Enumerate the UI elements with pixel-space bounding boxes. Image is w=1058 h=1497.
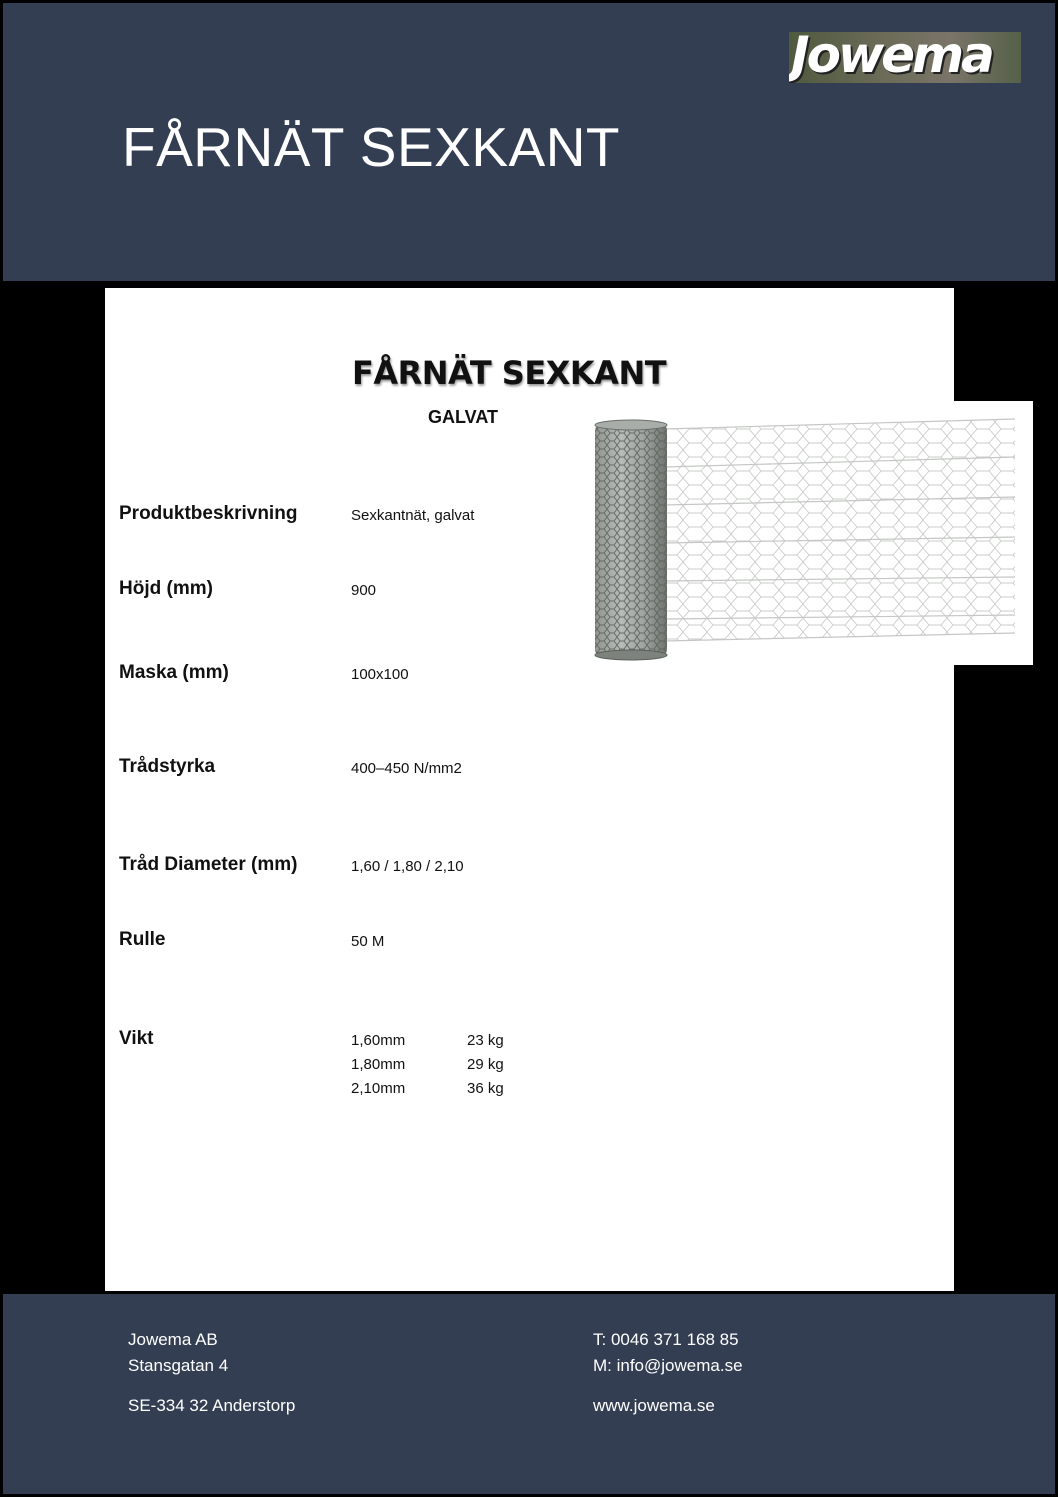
spec-value-tradstyrka: 400–450 N/mm2 <box>351 760 462 777</box>
header-banner <box>3 3 1055 281</box>
weight-diameter: 1,60mm <box>351 1032 406 1049</box>
footer-postal: SE-334 32 Anderstorp <box>128 1396 296 1415</box>
weight-kg: 36 kg <box>467 1080 504 1097</box>
spec-value-trad-diameter: 1,60 / 1,80 / 2,10 <box>351 858 464 875</box>
weight-diameter: 1,80mm <box>351 1056 406 1073</box>
spec-label-hojd: Höjd (mm) <box>119 578 213 599</box>
footer-email[interactable]: M: info@jowema.se <box>593 1356 743 1375</box>
wire-mesh-roll-illustration <box>587 401 1033 665</box>
footer-street: Stansgatan 4 <box>128 1356 229 1375</box>
spec-label-rulle: Rulle <box>119 929 166 950</box>
spec-value-hojd: 900 <box>351 582 377 599</box>
document-subtitle: GALVAT <box>428 407 498 427</box>
spec-label-produktbeskrivning: Produktbeskrivning <box>119 503 298 524</box>
footer-phone: T: 0046 371 168 85 <box>593 1330 739 1349</box>
header-title: FÅRNÄT SEXKANT <box>122 116 621 178</box>
spec-value-produktbeskrivning: Sexkantnät, galvat <box>351 507 475 524</box>
spec-label-tradstyrka: Trådstyrka <box>119 756 216 777</box>
spec-value-maska: 100x100 <box>351 666 409 683</box>
spec-label-trad-diameter: Tråd Diameter (mm) <box>119 854 298 875</box>
jowema-logo <box>789 32 1021 83</box>
footer-company: Jowema AB <box>128 1330 218 1349</box>
footer-banner <box>3 1294 1055 1494</box>
document-title: FÅRNÄT SEXKANT <box>352 354 667 392</box>
spec-value-rulle: 50 M <box>351 933 385 950</box>
weight-kg: 23 kg <box>467 1032 504 1049</box>
footer-website-link[interactable]: www.jowema.se <box>593 1396 715 1415</box>
spec-label-maska: Maska (mm) <box>119 662 229 683</box>
weight-kg: 29 kg <box>467 1056 504 1073</box>
logo-text: Jowema <box>791 32 992 83</box>
wire-mesh-roll-image <box>587 401 1033 665</box>
weight-diameter: 2,10mm <box>351 1080 406 1097</box>
weight-label: Vikt <box>119 1028 154 1049</box>
